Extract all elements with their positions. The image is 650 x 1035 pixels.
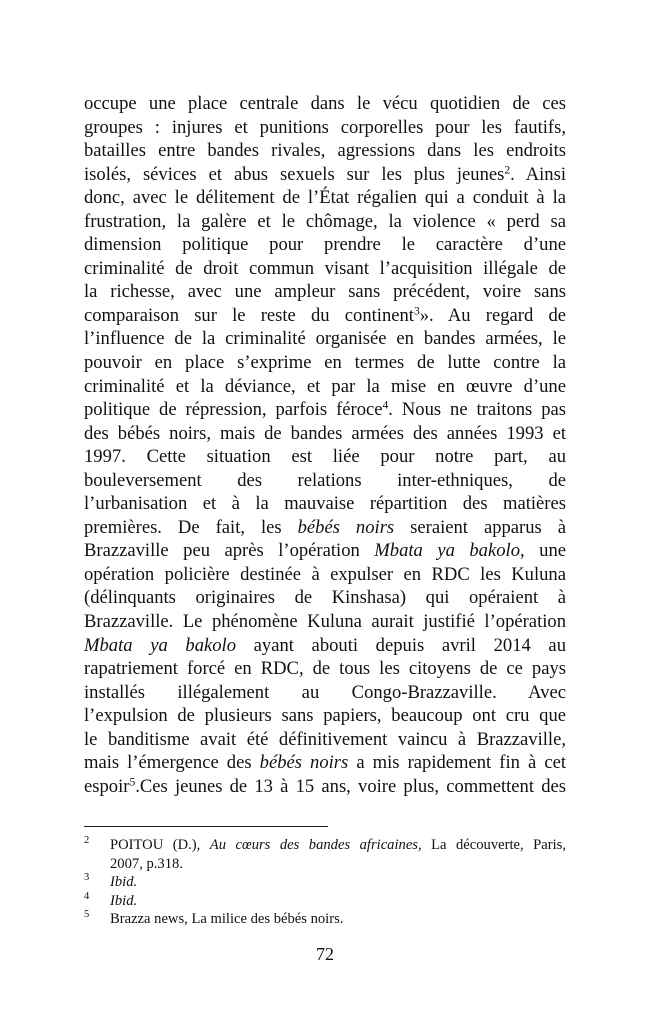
body-line (84, 634, 566, 658)
text-run: l’urbanisation et à la mauvaise répartition des matières (84, 493, 566, 515)
body-line (84, 210, 566, 234)
text-run: (délinquants originaires de Kinshasa) qui opéraient à (84, 587, 566, 609)
text-run: batailles entre bandes rivales, agressions dans les endroits (84, 140, 566, 162)
italic-text: Ibid. (110, 892, 138, 909)
text-run: rapatriement forcé en RDC, de tous les citoyens de ce pays (84, 658, 566, 680)
text-run: seraient apparus à (394, 516, 566, 538)
text-run: Brazzaville peu après l’opération (84, 540, 375, 562)
footnote-ref: 4 (382, 399, 389, 412)
body-line (84, 516, 566, 540)
italic-text: Au cœurs des bandes africaines (209, 837, 418, 853)
text-run: 1997. Cette situation est liée pour notre part, au (84, 446, 566, 468)
text-run: ». Au regard de (419, 304, 566, 326)
text-run: occupe une place centrale dans le vécu quotidien de ces (84, 93, 566, 114)
footnote-text (110, 892, 566, 911)
page-number: 72 (316, 944, 334, 964)
body-line (84, 469, 566, 493)
footnote-ref: 3 (413, 305, 420, 318)
text-run: Brazzaville. Le phénomène Kuluna aurait justifié l’opération (84, 611, 566, 633)
body-line (84, 610, 566, 634)
body-line (84, 751, 566, 775)
footnote-number: 3 (84, 872, 90, 884)
text-run: la richesse, avec une ampleur sans précédent, voire sans (84, 281, 566, 303)
text-run: . Nous ne traitons pas (388, 399, 567, 421)
body-line (84, 422, 566, 446)
footnote-number: 4 (84, 890, 90, 902)
body-line (84, 704, 566, 728)
italic-text: Mbata ya bakolo (84, 634, 236, 656)
text-run: .Ces jeunes de 13 à 15 ans, voire plus, commettent des (135, 775, 566, 797)
text-run: , La découverte, Paris, (417, 837, 566, 853)
italic-text: Mbata ya bakolo (374, 540, 520, 562)
footnote (84, 873, 566, 892)
body-line (84, 163, 566, 187)
body-line (84, 586, 566, 610)
text-run: criminalité de droit commun visant l’acquisition illégale de (84, 257, 566, 279)
italic-text: bébés noirs (259, 752, 349, 774)
footnote-separator (84, 826, 328, 827)
footnote-number: 5 (84, 909, 90, 921)
body-line (84, 186, 566, 210)
text-run: le banditisme avait été définitivement vaincu à Brazzaville, (84, 728, 566, 750)
text-run: espoir (84, 775, 130, 797)
footnote (84, 910, 566, 929)
body-line (84, 139, 566, 163)
body-line (84, 304, 566, 328)
body-line (84, 351, 566, 375)
text-run: comparaison sur le reste du continent (84, 304, 414, 326)
text-run: ayant abouti depuis avril 2014 au (236, 634, 566, 656)
body-line (84, 257, 566, 281)
text-run: criminalité et la déviance, et par la mise en œuvre d’une (84, 375, 566, 397)
body-line (84, 563, 566, 587)
italic-text: bébés noirs (297, 516, 395, 538)
text-run: des bébés noirs, mais de bandes armées des années 1993 et (84, 422, 566, 444)
footnote-text (110, 910, 566, 929)
text-run: pouvoir en place s’exprime en termes de lutte contre la (84, 352, 566, 374)
body-line (84, 539, 566, 563)
body-line (84, 398, 566, 422)
footnote-text (110, 855, 566, 874)
text-run: Brazza news, La milice des bébés noirs. (110, 911, 344, 928)
text-run: bouleversement des relations inter-ethniques, de (84, 469, 566, 491)
text-run: politique de répression, parfois féroce (84, 399, 383, 421)
footnote (84, 836, 566, 873)
text-run: 2007, p.318. (110, 855, 183, 872)
body-line (84, 375, 566, 399)
text-run: mais l’émergence des (84, 752, 260, 774)
text-run: , une (520, 540, 566, 562)
text-run: l’influence de la criminalité organisée en bandes armées, le (84, 328, 566, 350)
footnotes (84, 836, 566, 929)
text-run: l’expulsion de plusieurs sans papiers, beaucoup ont cru que (84, 705, 566, 727)
body-text (84, 92, 566, 798)
text-run: dimension politique pour prendre le caractère d’une (84, 234, 566, 256)
footnote-text (110, 836, 566, 855)
body-line (84, 116, 566, 140)
body-line (84, 445, 566, 469)
text-run: premières. De fait, les (84, 516, 298, 538)
body-line (84, 681, 566, 705)
body-line (84, 233, 566, 257)
italic-text: Ibid. (110, 874, 138, 891)
body-line (84, 728, 566, 752)
text-run: a mis rapidement fin à cet (348, 752, 566, 774)
body-line (84, 92, 566, 116)
footnote-ref: 2 (504, 164, 511, 177)
body-line (84, 280, 566, 304)
body-line (84, 775, 566, 799)
text-run: POITOU (D.), (110, 837, 210, 853)
text-run: opération policière destinée à expulser en RDC les Kuluna (84, 563, 566, 585)
text-run: frustration, la galère et le chômage, la violence « perd sa (84, 210, 566, 232)
footnote (84, 892, 566, 911)
body-line (84, 327, 566, 351)
footnote-number: 2 (84, 835, 90, 846)
body-line (84, 492, 566, 516)
text-run: . Ainsi (510, 163, 566, 185)
text-run: donc, avec le délitement de l’État régalien qui a conduit à la (84, 187, 566, 209)
footnote-ref: 5 (129, 776, 136, 789)
text-run: groupes : injures et punitions corporelles pour les fautifs, (84, 116, 566, 138)
text-run: installés illégalement au Congo-Brazzaville. Avec (84, 681, 566, 703)
body-line (84, 657, 566, 681)
footnote-text (110, 873, 566, 892)
text-run: isolés, sévices et abus sexuels sur les plus jeunes (84, 163, 505, 185)
